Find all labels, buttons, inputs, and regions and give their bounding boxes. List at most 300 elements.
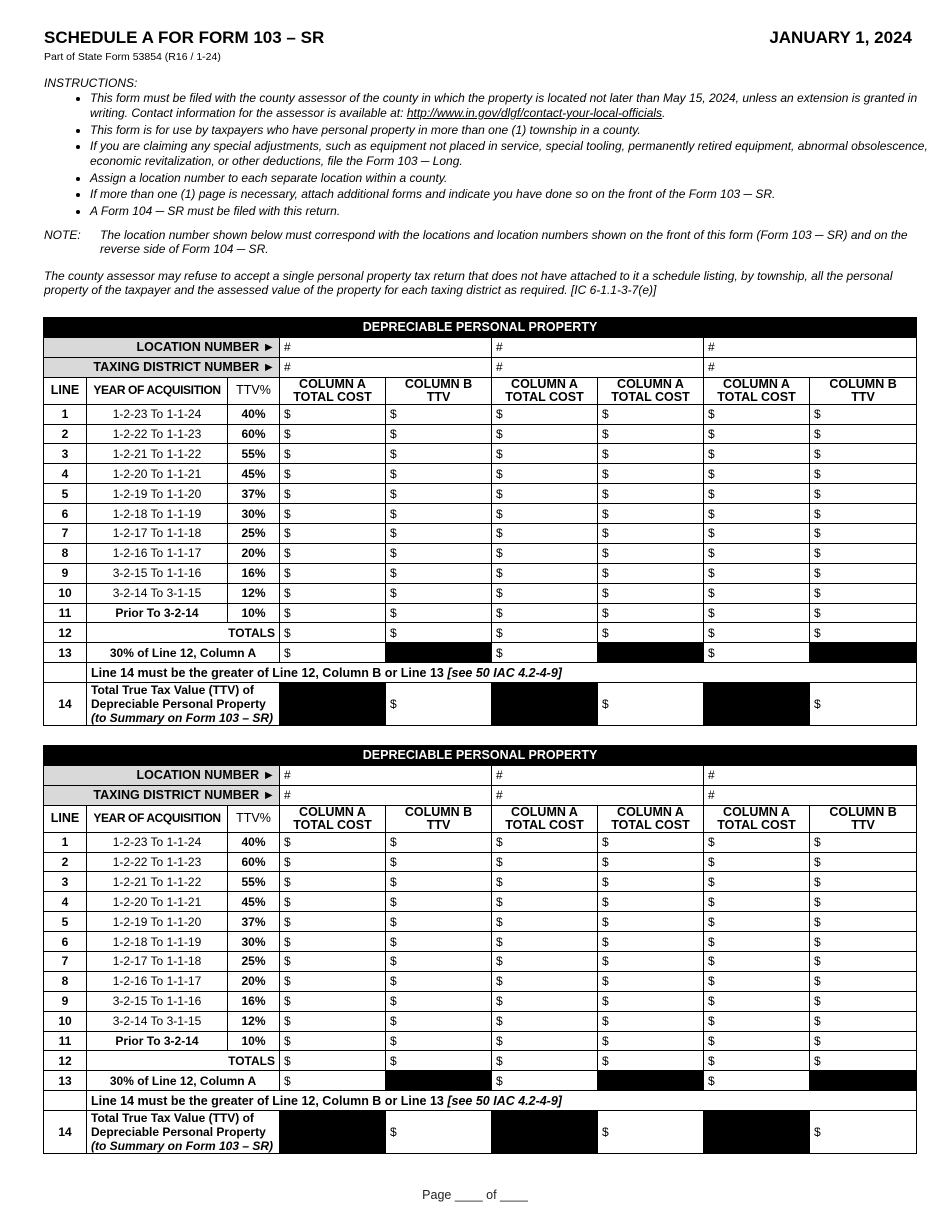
line-number: 11 [44, 603, 87, 623]
line-number: 2 [44, 424, 87, 444]
taxing-district-field[interactable]: # [280, 785, 492, 805]
amount-field[interactable]: $ [280, 1051, 386, 1071]
amount-field[interactable]: $ [598, 504, 704, 524]
table-row [44, 991, 917, 1011]
amount-field[interactable]: $ [386, 892, 492, 912]
amount-field[interactable]: $ [598, 1031, 704, 1051]
amount-field[interactable]: $ [810, 683, 917, 726]
form-subtitle: Part of State Form 53854 (R16 / 1-24) [44, 51, 221, 63]
amount-field[interactable]: $ [280, 1031, 386, 1051]
col-header-3: COLUMN A TOTAL COST [492, 805, 598, 832]
amount-field[interactable]: $ [492, 872, 598, 892]
amount-field[interactable]: $ [492, 892, 598, 912]
col-header-2: COLUMN B TTV [386, 377, 492, 404]
amount-field[interactable]: $ [810, 971, 917, 991]
amount-field[interactable]: $ [386, 1031, 492, 1051]
amount-field[interactable]: $ [598, 623, 704, 643]
amount-field[interactable]: $ [386, 872, 492, 892]
line-number: 8 [44, 543, 87, 563]
blocked-cell [598, 1071, 704, 1091]
amount-field[interactable]: $ [492, 504, 598, 524]
amount-field[interactable]: $ [386, 852, 492, 872]
amount-field[interactable]: $ [598, 852, 704, 872]
ttv-percent: 30% [228, 504, 280, 524]
amount-field[interactable]: $ [598, 991, 704, 1011]
amount-field[interactable]: $ [280, 832, 386, 852]
note [44, 228, 914, 256]
blocked-cell [704, 1111, 810, 1154]
amount-field[interactable]: $ [386, 623, 492, 643]
table-row [44, 543, 917, 563]
amount-field[interactable]: $ [280, 872, 386, 892]
col-year-header: YEAR OF ACQUISITION [87, 805, 228, 832]
amount-field[interactable]: $ [492, 563, 598, 583]
amount-field[interactable]: $ [492, 603, 598, 623]
amount-field[interactable]: $ [492, 583, 598, 603]
amount-field[interactable]: $ [598, 872, 704, 892]
amount-field[interactable]: $ [598, 1111, 704, 1154]
table-row [44, 952, 917, 972]
instruction-item: • This form is for use by taxpayers who have personal property in more than one (1) township in a county. [90, 123, 930, 138]
amount-field[interactable]: $ [280, 643, 386, 663]
amount-field[interactable]: $ [810, 952, 917, 972]
table-row [44, 912, 917, 932]
amount-field[interactable]: $ [704, 1011, 810, 1031]
col-header-6: COLUMN B TTV [810, 377, 917, 404]
amount-field[interactable]: $ [810, 603, 917, 623]
year-range: 3-2-14 To 3-1-15 [87, 583, 228, 603]
amount-field[interactable]: $ [598, 603, 704, 623]
amount-field[interactable]: $ [598, 404, 704, 424]
amount-field[interactable]: $ [598, 952, 704, 972]
table-row [44, 932, 917, 952]
amount-field[interactable]: $ [810, 1011, 917, 1031]
amount-field[interactable]: $ [386, 952, 492, 972]
col-header-6: COLUMN B TTV [810, 805, 917, 832]
ttv-percent: 37% [228, 912, 280, 932]
ttv-percent: 12% [228, 583, 280, 603]
amount-field[interactable]: $ [492, 971, 598, 991]
note-text: The location number shown below must correspond with the locations and location numbers shown on the front of this form (Form 103 ─ SR) and on the reverse side of Form 104 ─ SR. [100, 228, 908, 256]
table-row [44, 603, 917, 623]
table-row [44, 1011, 917, 1031]
table-row [44, 464, 917, 484]
line13-label: 30% of Line 12, Column A [87, 1071, 280, 1091]
amount-field[interactable]: $ [492, 952, 598, 972]
amount-field[interactable]: $ [704, 563, 810, 583]
line-number: 3 [44, 444, 87, 464]
line-number: 6 [44, 504, 87, 524]
amount-field[interactable]: $ [492, 1031, 598, 1051]
col-header-2: COLUMN B TTV [386, 805, 492, 832]
amount-field[interactable]: $ [280, 603, 386, 623]
amount-field[interactable]: $ [280, 991, 386, 1011]
amount-field[interactable]: $ [598, 444, 704, 464]
amount-field[interactable]: $ [386, 524, 492, 544]
amount-field[interactable]: $ [810, 404, 917, 424]
amount-field[interactable]: $ [704, 872, 810, 892]
line14-note-row [44, 1091, 917, 1111]
amount-field[interactable]: $ [810, 991, 917, 1011]
line-number: 12 [44, 623, 87, 643]
amount-field[interactable]: $ [598, 971, 704, 991]
instruction-item: • A Form 104 ─ SR must be filed with this return. [90, 204, 930, 219]
amount-field[interactable]: $ [598, 543, 704, 563]
amount-field[interactable]: $ [704, 852, 810, 872]
line-number: 4 [44, 464, 87, 484]
year-range: 1-2-20 To 1-1-21 [87, 892, 228, 912]
amount-field[interactable]: $ [598, 424, 704, 444]
amount-field[interactable]: $ [492, 643, 598, 663]
line14-label: Total True Tax Value (TTV) of Depreciable Personal Property (to Summary on Form 103 – SR) [87, 683, 280, 726]
amount-field[interactable]: $ [704, 832, 810, 852]
year-range: 1-2-22 To 1-1-23 [87, 852, 228, 872]
col-ttv-header: TTV% [228, 377, 280, 404]
amount-field[interactable]: $ [280, 504, 386, 524]
amount-field[interactable]: $ [704, 991, 810, 1011]
location-number-field[interactable]: # [704, 765, 917, 785]
ttv-percent: 60% [228, 852, 280, 872]
amount-field[interactable]: $ [704, 1051, 810, 1071]
line14-label: Total True Tax Value (TTV) of Depreciable Personal Property (to Summary on Form 103 – SR) [87, 1111, 280, 1154]
blocked-cell [810, 643, 917, 663]
amount-field[interactable]: $ [704, 623, 810, 643]
amount-field[interactable]: $ [810, 1111, 917, 1154]
amount-field[interactable]: $ [386, 683, 492, 726]
amount-field[interactable]: $ [492, 464, 598, 484]
amount-field[interactable]: $ [280, 543, 386, 563]
totals-label: TOTALS [87, 1051, 280, 1071]
location-number-label: LOCATION NUMBER ► [44, 337, 280, 357]
amount-field[interactable]: $ [810, 932, 917, 952]
line-number: 12 [44, 1051, 87, 1071]
line-number: 4 [44, 892, 87, 912]
amount-field[interactable]: $ [598, 563, 704, 583]
amount-field[interactable]: $ [386, 603, 492, 623]
table-title: DEPRECIABLE PERSONAL PROPERTY [44, 318, 917, 338]
amount-field[interactable]: $ [598, 683, 704, 726]
amount-field[interactable]: $ [810, 524, 917, 544]
amount-field[interactable]: $ [492, 424, 598, 444]
amount-field[interactable]: $ [492, 623, 598, 643]
ttv-percent: 16% [228, 991, 280, 1011]
line-number: 14 [44, 683, 87, 726]
table-row [44, 1031, 917, 1051]
ttv-percent: 16% [228, 563, 280, 583]
amount-field[interactable]: $ [704, 404, 810, 424]
amount-field[interactable]: $ [810, 892, 917, 912]
col-header-5: COLUMN A TOTAL COST [704, 377, 810, 404]
blocked-cell [386, 1071, 492, 1091]
amount-field[interactable]: $ [704, 543, 810, 563]
table-row [44, 872, 917, 892]
year-range: 1-2-16 To 1-1-17 [87, 543, 228, 563]
ttv-percent: 60% [228, 424, 280, 444]
ttv-percent: 55% [228, 444, 280, 464]
amount-field[interactable]: $ [280, 583, 386, 603]
amount-field[interactable]: $ [810, 563, 917, 583]
amount-field[interactable]: $ [598, 932, 704, 952]
year-range: 1-2-18 To 1-1-19 [87, 932, 228, 952]
assessor-paragraph: The county assessor may refuse to accept a single personal property tax return that does not have attached to it a schedule listing, by township, all the personal property of the taxpayer and the assessed value of the property for each taxing district as required. [IC 6-1.1-3-7(e)] [44, 269, 893, 297]
line-number: 13 [44, 643, 87, 663]
location-number-field[interactable]: # [704, 337, 917, 357]
amount-field[interactable]: $ [280, 563, 386, 583]
amount-field[interactable]: $ [386, 1111, 492, 1154]
taxing-district-field[interactable]: # [492, 785, 704, 805]
amount-field[interactable]: $ [810, 852, 917, 872]
ttv-percent: 20% [228, 543, 280, 563]
amount-field[interactable]: $ [386, 563, 492, 583]
amount-field[interactable]: $ [280, 424, 386, 444]
ttv-percent: 45% [228, 892, 280, 912]
amount-field[interactable]: $ [492, 1011, 598, 1031]
ttv-percent: 30% [228, 932, 280, 952]
amount-field[interactable]: $ [386, 543, 492, 563]
amount-field[interactable]: $ [492, 912, 598, 932]
amount-field[interactable]: $ [280, 444, 386, 464]
ttv-percent: 40% [228, 404, 280, 424]
table-row [44, 832, 917, 852]
amount-field[interactable]: $ [810, 444, 917, 464]
blocked-cell [280, 683, 386, 726]
amount-field[interactable]: $ [704, 583, 810, 603]
amount-field[interactable]: $ [810, 1051, 917, 1071]
location-number-label: LOCATION NUMBER ► [44, 765, 280, 785]
amount-field[interactable]: $ [704, 444, 810, 464]
amount-field[interactable]: $ [492, 832, 598, 852]
amount-field[interactable]: $ [810, 583, 917, 603]
table-row [44, 892, 917, 912]
table-title: DEPRECIABLE PERSONAL PROPERTY [44, 746, 917, 766]
amount-field[interactable]: $ [598, 583, 704, 603]
amount-field[interactable]: $ [704, 524, 810, 544]
ttv-percent: 37% [228, 484, 280, 504]
amount-field[interactable]: $ [280, 404, 386, 424]
schedule-table-1 [43, 317, 917, 726]
amount-field[interactable]: $ [598, 524, 704, 544]
amount-field[interactable]: $ [386, 1051, 492, 1071]
instruction-item: • Assign a location number to each separate location within a county. [90, 171, 930, 186]
amount-field[interactable]: $ [280, 852, 386, 872]
amount-field[interactable]: $ [704, 892, 810, 912]
amount-field[interactable]: $ [598, 892, 704, 912]
line-number: 10 [44, 1011, 87, 1031]
blocked-cell [280, 1111, 386, 1154]
col-header-4: COLUMN A TOTAL COST [598, 377, 704, 404]
amount-field[interactable]: $ [492, 991, 598, 1011]
amount-field[interactable]: $ [386, 404, 492, 424]
amount-field[interactable]: $ [280, 971, 386, 991]
blocked-cell [492, 683, 598, 726]
amount-field[interactable]: $ [704, 932, 810, 952]
table-row [44, 424, 917, 444]
col-header-3: COLUMN A TOTAL COST [492, 377, 598, 404]
amount-field[interactable]: $ [280, 484, 386, 504]
col-header-1: COLUMN A TOTAL COST [280, 805, 386, 832]
amount-field[interactable]: $ [598, 1011, 704, 1031]
amount-field[interactable]: $ [704, 504, 810, 524]
amount-field[interactable]: $ [386, 464, 492, 484]
amount-field[interactable]: $ [280, 932, 386, 952]
amount-field[interactable]: $ [704, 1071, 810, 1091]
assessor-contact-link[interactable]: http://www.in.gov/dlgf/contact-your-local-officials [406, 106, 663, 120]
amount-field[interactable]: $ [492, 484, 598, 504]
amount-field[interactable]: $ [704, 464, 810, 484]
year-range: 1-2-19 To 1-1-20 [87, 484, 228, 504]
amount-field[interactable]: $ [386, 583, 492, 603]
amount-field[interactable]: $ [386, 484, 492, 504]
table-row [44, 971, 917, 991]
table-row [44, 852, 917, 872]
amount-field[interactable]: $ [704, 484, 810, 504]
blocked-cell [492, 1111, 598, 1154]
page-footer: Page ____ of ____ [422, 1188, 528, 1202]
line13-row [44, 643, 917, 663]
amount-field[interactable]: $ [492, 932, 598, 952]
table-row [44, 404, 917, 424]
year-range: 1-2-23 To 1-1-24 [87, 404, 228, 424]
col-header-4: COLUMN A TOTAL COST [598, 805, 704, 832]
amount-field[interactable]: $ [280, 1011, 386, 1031]
year-range: 1-2-20 To 1-1-21 [87, 464, 228, 484]
amount-field[interactable]: $ [492, 543, 598, 563]
year-range: 3-2-15 To 1-1-16 [87, 991, 228, 1011]
amount-field[interactable]: $ [704, 424, 810, 444]
year-range: 1-2-19 To 1-1-20 [87, 912, 228, 932]
ttv-percent: 25% [228, 524, 280, 544]
amount-field[interactable]: $ [704, 952, 810, 972]
ttv-percent: 10% [228, 1031, 280, 1051]
instruction-item: • This form must be filed with the county assessor of the county in which the property is located not later than May 15, 2024, unless an extension is granted in writing. Contact information for the assessor is available at: http://www.in.gov/dlgf/contact-your-local-officials. [90, 91, 930, 121]
amount-field[interactable]: $ [280, 892, 386, 912]
amount-field[interactable]: $ [386, 424, 492, 444]
amount-field[interactable]: $ [704, 971, 810, 991]
table-row [44, 583, 917, 603]
line-number: 8 [44, 971, 87, 991]
taxing-district-label: TAXING DISTRICT NUMBER ► [44, 785, 280, 805]
amount-field[interactable]: $ [810, 504, 917, 524]
location-number-field[interactable]: # [280, 765, 492, 785]
amount-field[interactable]: $ [492, 1071, 598, 1091]
line-number: 6 [44, 932, 87, 952]
amount-field[interactable]: $ [280, 912, 386, 932]
amount-field[interactable]: $ [810, 1031, 917, 1051]
blocked-cell [704, 683, 810, 726]
line-number: 5 [44, 912, 87, 932]
blocked-cell [386, 643, 492, 663]
amount-field[interactable]: $ [810, 543, 917, 563]
amount-field[interactable]: $ [810, 464, 917, 484]
taxing-district-field[interactable]: # [704, 357, 917, 377]
amount-field[interactable]: $ [598, 832, 704, 852]
amount-field[interactable]: $ [492, 404, 598, 424]
year-range: 1-2-17 To 1-1-18 [87, 524, 228, 544]
line-number: 9 [44, 563, 87, 583]
amount-field[interactable]: $ [810, 912, 917, 932]
amount-field[interactable]: $ [810, 424, 917, 444]
amount-field[interactable]: $ [386, 932, 492, 952]
location-number-field[interactable]: # [492, 765, 704, 785]
amount-field[interactable]: $ [598, 484, 704, 504]
amount-field[interactable]: $ [280, 623, 386, 643]
line13-label: 30% of Line 12, Column A [87, 643, 280, 663]
note-label: NOTE: [44, 228, 81, 242]
amount-field[interactable]: $ [492, 1051, 598, 1071]
blocked-cell [810, 1071, 917, 1091]
blocked-cell [598, 643, 704, 663]
amount-field[interactable]: $ [704, 912, 810, 932]
schedule-table-2 [43, 745, 917, 1154]
line14-note-row [44, 663, 917, 683]
amount-field[interactable]: $ [386, 444, 492, 464]
year-range: 1-2-21 To 1-1-22 [87, 444, 228, 464]
taxing-district-field[interactable]: # [704, 785, 917, 805]
totals-row [44, 623, 917, 643]
col-ttv-header: TTV% [228, 805, 280, 832]
amount-field[interactable]: $ [386, 991, 492, 1011]
amount-field[interactable]: $ [492, 852, 598, 872]
form-title: SCHEDULE A FOR FORM 103 – SR [44, 28, 325, 47]
amount-field[interactable]: $ [280, 1071, 386, 1091]
line-number: 7 [44, 524, 87, 544]
table-row [44, 504, 917, 524]
col-year-header: YEAR OF ACQUISITION [87, 377, 228, 404]
amount-field[interactable]: $ [492, 444, 598, 464]
amount-field[interactable]: $ [386, 832, 492, 852]
amount-field[interactable]: $ [598, 1051, 704, 1071]
ttv-percent: 55% [228, 872, 280, 892]
line14-row [44, 683, 917, 726]
amount-field[interactable]: $ [386, 504, 492, 524]
taxing-district-field[interactable]: # [492, 357, 704, 377]
ttv-percent: 45% [228, 464, 280, 484]
table-row [44, 444, 917, 464]
amount-field[interactable]: $ [386, 912, 492, 932]
amount-field[interactable]: $ [810, 832, 917, 852]
col-line-header: LINE [44, 377, 87, 404]
amount-field[interactable]: $ [598, 912, 704, 932]
amount-field[interactable]: $ [386, 971, 492, 991]
amount-field[interactable]: $ [704, 643, 810, 663]
line-number: 2 [44, 852, 87, 872]
line-number: 14 [44, 1111, 87, 1154]
line14-note: Line 14 must be the greater of Line 12, Column B or Line 13 [see 50 IAC 4.2-4-9] [87, 663, 917, 683]
amount-field[interactable]: $ [598, 464, 704, 484]
line-number: 3 [44, 872, 87, 892]
line-number: 9 [44, 991, 87, 1011]
amount-field[interactable]: $ [280, 952, 386, 972]
amount-field[interactable]: $ [492, 524, 598, 544]
amount-field[interactable]: $ [704, 1031, 810, 1051]
taxing-district-field[interactable]: # [280, 357, 492, 377]
ttv-percent: 40% [228, 832, 280, 852]
amount-field[interactable]: $ [810, 623, 917, 643]
amount-field[interactable]: $ [704, 603, 810, 623]
line14-row [44, 1111, 917, 1154]
amount-field[interactable]: $ [280, 464, 386, 484]
line-number: 1 [44, 832, 87, 852]
location-number-field[interactable]: # [492, 337, 704, 357]
amount-field[interactable]: $ [386, 1011, 492, 1031]
taxing-district-label: TAXING DISTRICT NUMBER ► [44, 357, 280, 377]
amount-field[interactable]: $ [810, 872, 917, 892]
line13-row [44, 1071, 917, 1091]
amount-field[interactable]: $ [280, 524, 386, 544]
amount-field[interactable]: $ [810, 484, 917, 504]
instructions-list [68, 91, 930, 220]
location-number-field[interactable]: # [280, 337, 492, 357]
